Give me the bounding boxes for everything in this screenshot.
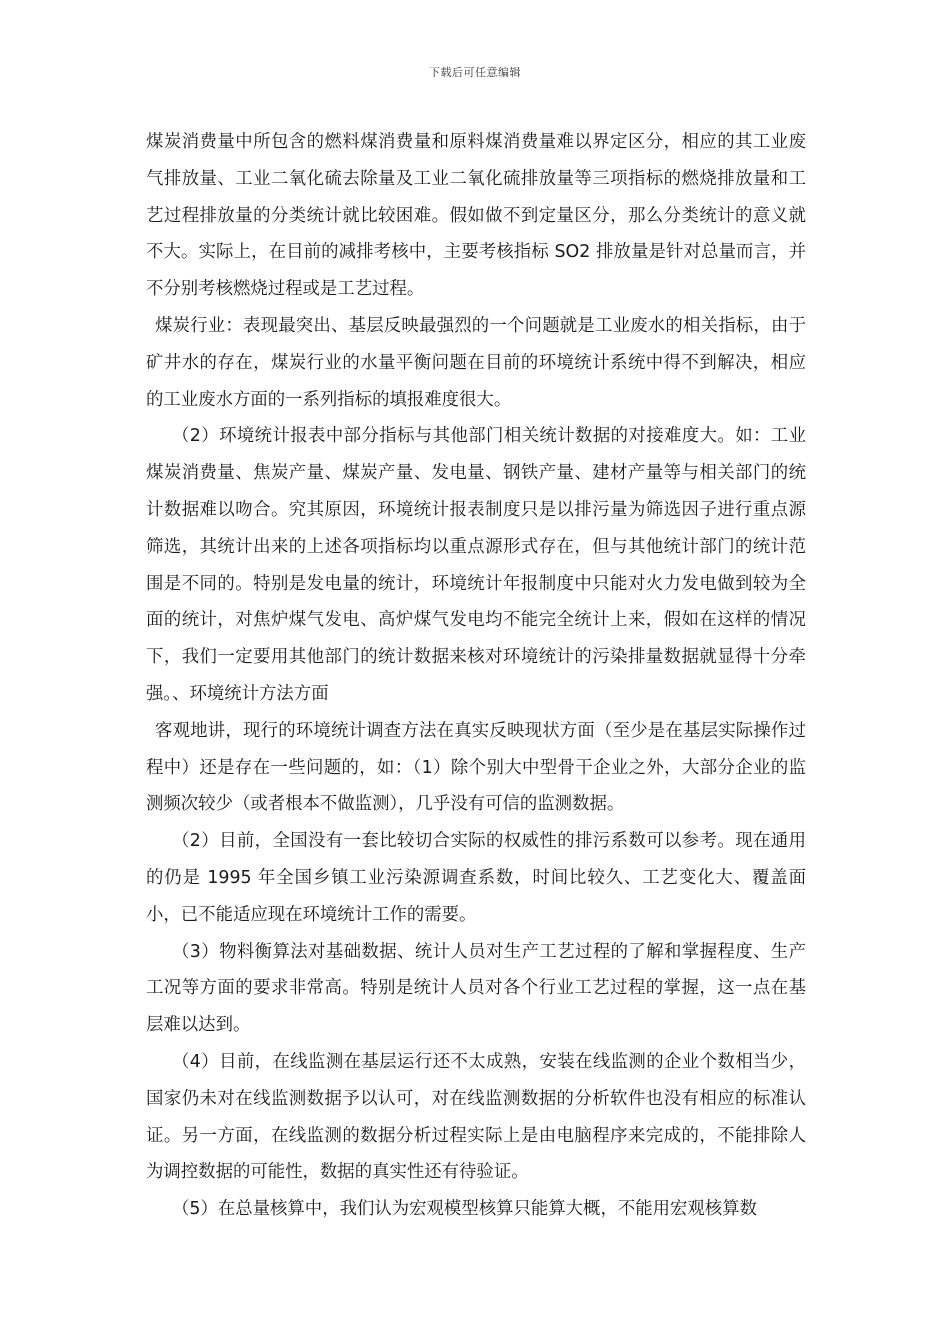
paragraph-coal-industry: 煤炭行业：表现最突出、基层反映最强烈的一个问题就是工业废水的相关指标，由于矿井水的存在，煤炭行业的水量平衡问题在目前的环境统计系统中得不到解决，相应的工业废水方面的一系列指标的填报难度很大。 [146,315,806,410]
paragraph-material-balance: （3）物料衡算法对基础数据、统计人员对生产工艺过程的了解和掌握程度、生产工况等方面的要求非常高。特别是统计人员对各个行业工艺过程的掌握，这一点在基层难以达到。 [146,941,806,1036]
paragraph-coal-consumption: 煤炭消费量中所包含的燃料煤消费量和原料煤消费量难以界定区分，相应的其工业废气排放量、工业二氧化硫去除量及工业二氧化硫排放量等三项指标的燃烧排放量和工艺过程排放量的分类统计就比较困难。假如做不到定量区分，那么分类统计的意义就不大。实际上，在目前的减排考核中，主要考核指标 SO2 排放量是针对总量而言，并不分别考核燃烧过程或是工艺过程。 [146,132,806,300]
paragraph-emission-coefficients: （2）目前，全国没有一套比较切合实际的权威性的排污系数可以参考。现在通用的仍是 1995 年全国乡镇工业污染源调查系数，时间比较久、工艺变化大、覆盖面小，已不能适应现在环境统计工作的需要。 [146,831,806,925]
paragraph-statistics-docking: （2）环境统计报表中部分指标与其他部门相关统计数据的对接难度大。如：工业煤炭消费量、焦炭产量、煤炭产量、发电量、钢铁产量、建材产量等与相关部门的统计数据难以吻合。究其原因，环境统计报表制度只是以排污量为筛选因子进行重点源筛选，其统计出来的上述各项指标均以重点源形式存在，但与其他统计部门的统计范围是不同的。特别是发电量的统计，环境统计年报制度中只能对火力发电做到较为全面的统计，对焦炉煤气发电、高炉煤气发电均不能完全统计上来，假如在这样的情况下，我们一定要用其他部门的统计数据来核对环境统计的污染排量数据就显得十分牵强。、环境统计方法方面 [146,426,806,704]
page-header: 下载后可任意编辑 [429,66,521,79]
paragraph-total-accounting: （5）在总量核算中，我们认为宏观模型核算只能算大概，不能用宏观核算数 [172,1199,757,1220]
document-body [146,124,806,1228]
paragraph-online-monitoring: （4）目前，在线监测在基层运行还不太成熟，安装在线监测的企业个数相当少，国家仍未对在线监测数据予以认可，对在线监测数据的分析软件也没有相应的标准认证。另一方面，在线监测的数据分析过程实际上是由电脑程序来完成的，不能排除人为调控数据的可能性，数据的真实性还有待验证。 [146,1051,806,1183]
paragraph-survey-methods: 客观地讲，现行的环境统计调查方法在真实反映现状方面（至少是在基层实际操作过程中）还是存在一些问题的，如：（1）除个别大中型骨干企业之外，大部分企业的监测频次较少（或者根本不做监测），几乎没有可信的监测数据。 [146,720,806,815]
